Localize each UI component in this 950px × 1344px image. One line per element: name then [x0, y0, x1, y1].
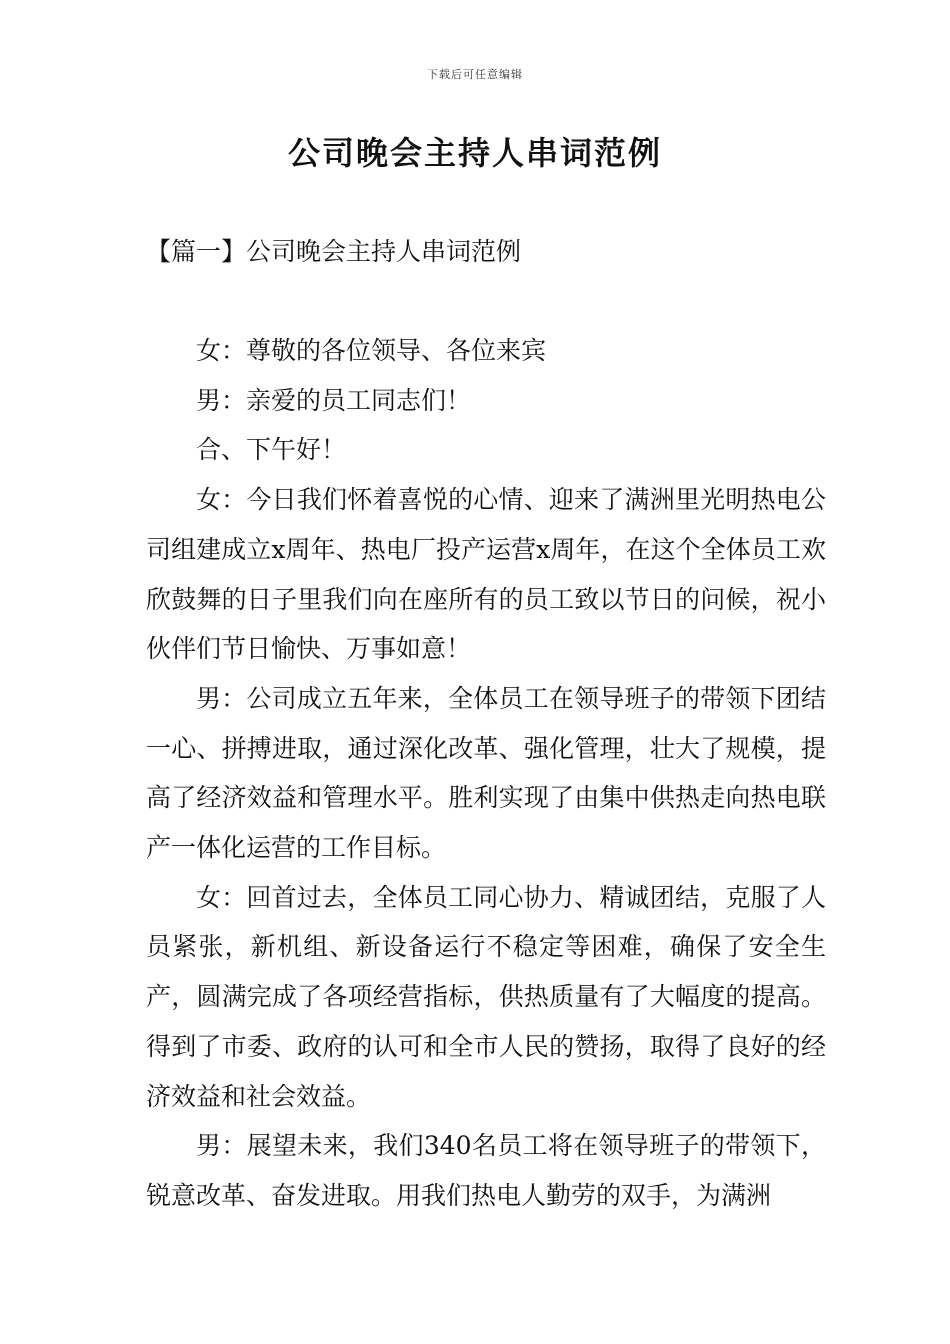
paragraph-anniversary: 女：今日我们怀着喜悦的心情、迎来了满洲里光明热电公司组建成立x周年、热电厂投产运营x周年，在这个全体员工欢欣鼓舞的日子里我们向在座所有的员工致以节日的问候，祝小伙伴们节日愉快、万事如意！	[146, 485, 826, 664]
paragraph-greeting-female: 女：尊敬的各位领导、各位来宾	[196, 336, 547, 365]
section-heading: 【篇一】公司晚会主持人串词范例	[146, 237, 522, 266]
document-title: 公司晚会主持人串词范例	[287, 134, 662, 172]
paragraph-outlook: 男：展望未来，我们340名员工将在领导班子的带领下，锐意改革、奋发进取。用我们热电人勤劳的双手，为满洲	[146, 1131, 826, 1210]
body-text	[146, 326, 826, 1221]
paragraph-greeting-male: 男：亲爱的员工同志们！	[196, 385, 472, 415]
paragraph-achievements: 男：公司成立五年来，全体员工在领导班子的带领下团结一心、拼搏进取，通过深化改革、强化管理，壮大了规模，提高了经济效益和管理水平。胜利实现了由集中供热走向热电联产一体化运营的工作目标。	[146, 683, 826, 863]
header-note: 下载后可任意编辑	[427, 68, 523, 81]
paragraph-review: 女：回首过去，全体员工同心协力、精诚团结，克服了人员紧张，新机组、新设备运行不稳定等困难，确保了安全生产，圆满完成了各项经营指标，供热质量有了大幅度的提高。得到了市委、政府的认可和全市人民的赞扬，取得了良好的经济效益和社会效益。	[146, 882, 826, 1111]
paragraph-greeting-together: 合、下午好！	[196, 435, 347, 465]
